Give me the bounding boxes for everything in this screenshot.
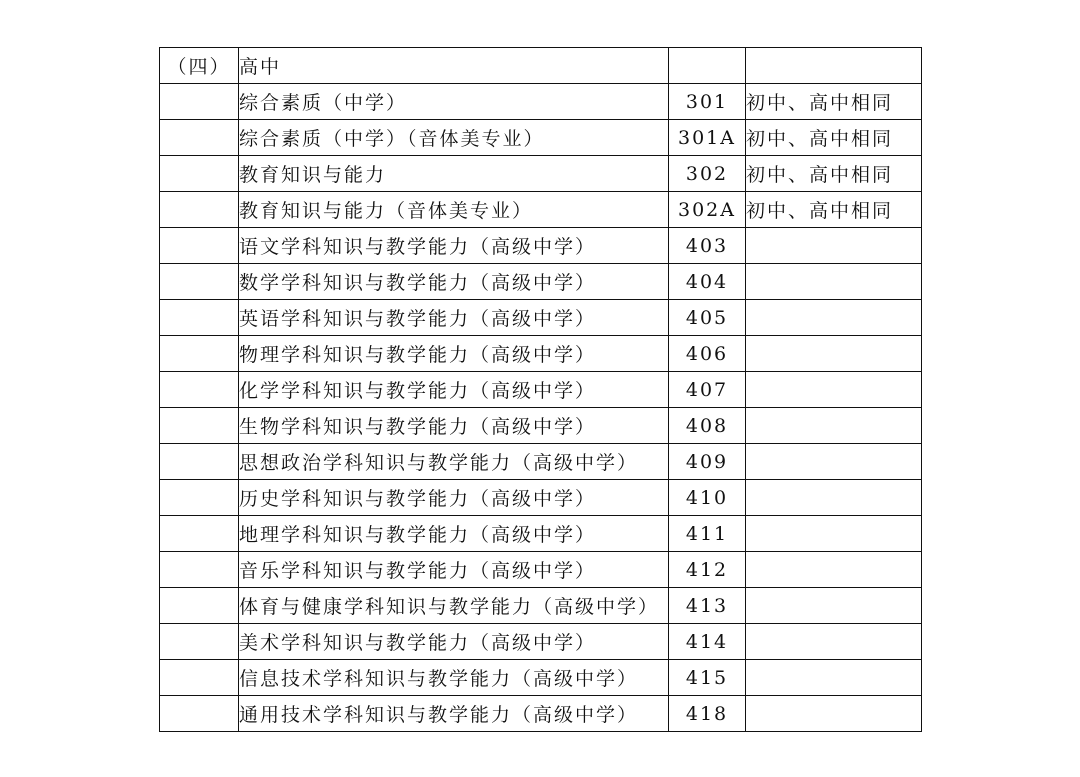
subject-code: 301 <box>669 84 746 120</box>
subject-code: 413 <box>669 588 746 624</box>
subject-note <box>746 660 922 696</box>
subject-code: 408 <box>669 408 746 444</box>
subject-code: 411 <box>669 516 746 552</box>
subject-note: 初中、高中相同 <box>746 192 922 228</box>
subject-note <box>746 264 922 300</box>
subject-code: 302 <box>669 156 746 192</box>
subject-note: 初中、高中相同 <box>746 120 922 156</box>
table-row <box>160 228 922 264</box>
row-number-cell <box>160 696 239 732</box>
subject-name: 综合素质（中学）（音体美专业） <box>239 120 669 156</box>
subject-name: 语文学科知识与教学能力（高级中学） <box>239 228 669 264</box>
row-number-cell <box>160 372 239 408</box>
table-row <box>160 660 922 696</box>
subject-name: 教育知识与能力 <box>239 156 669 192</box>
subject-note <box>746 624 922 660</box>
table-row <box>160 552 922 588</box>
table-row <box>160 84 922 120</box>
subject-note: 初中、高中相同 <box>746 156 922 192</box>
subject-code: 404 <box>669 264 746 300</box>
table-row <box>160 696 922 732</box>
subject-code: 405 <box>669 300 746 336</box>
row-number-cell <box>160 660 239 696</box>
subject-code: 409 <box>669 444 746 480</box>
subject-name: 信息技术学科知识与教学能力（高级中学） <box>239 660 669 696</box>
row-number-cell <box>160 408 239 444</box>
table-row <box>160 336 922 372</box>
section-number: （四） <box>160 48 239 84</box>
subject-code: 302A <box>669 192 746 228</box>
table-body <box>160 48 922 732</box>
subject-note: 初中、高中相同 <box>746 84 922 120</box>
subject-name: 物理学科知识与教学能力（高级中学） <box>239 336 669 372</box>
row-number-cell <box>160 84 239 120</box>
table-row <box>160 624 922 660</box>
subject-code: 406 <box>669 336 746 372</box>
row-number-cell <box>160 336 239 372</box>
table-row <box>160 192 922 228</box>
subject-name: 综合素质（中学） <box>239 84 669 120</box>
section-note-cell <box>746 48 922 84</box>
row-number-cell <box>160 516 239 552</box>
subject-name: 生物学科知识与教学能力（高级中学） <box>239 408 669 444</box>
table-row <box>160 516 922 552</box>
row-number-cell <box>160 624 239 660</box>
exam-subject-table <box>159 47 922 732</box>
subject-name: 数学学科知识与教学能力（高级中学） <box>239 264 669 300</box>
row-number-cell <box>160 192 239 228</box>
subject-name: 地理学科知识与教学能力（高级中学） <box>239 516 669 552</box>
subject-note <box>746 300 922 336</box>
subject-note <box>746 516 922 552</box>
subject-name: 化学学科知识与教学能力（高级中学） <box>239 372 669 408</box>
row-number-cell <box>160 228 239 264</box>
subject-code: 301A <box>669 120 746 156</box>
section-header-row <box>160 48 922 84</box>
subject-note <box>746 696 922 732</box>
table-row <box>160 480 922 516</box>
table-row <box>160 588 922 624</box>
table-row <box>160 372 922 408</box>
row-number-cell <box>160 264 239 300</box>
row-number-cell <box>160 588 239 624</box>
table-row <box>160 264 922 300</box>
subject-name: 通用技术学科知识与教学能力（高级中学） <box>239 696 669 732</box>
subject-name: 思想政治学科知识与教学能力（高级中学） <box>239 444 669 480</box>
table-row <box>160 156 922 192</box>
row-number-cell <box>160 156 239 192</box>
subject-note <box>746 336 922 372</box>
subject-code: 418 <box>669 696 746 732</box>
subject-code: 403 <box>669 228 746 264</box>
row-number-cell <box>160 480 239 516</box>
table-row <box>160 120 922 156</box>
subject-note <box>746 480 922 516</box>
subject-note <box>746 444 922 480</box>
subject-code: 410 <box>669 480 746 516</box>
row-number-cell <box>160 120 239 156</box>
subject-name: 历史学科知识与教学能力（高级中学） <box>239 480 669 516</box>
subject-name: 美术学科知识与教学能力（高级中学） <box>239 624 669 660</box>
row-number-cell <box>160 300 239 336</box>
subject-note <box>746 552 922 588</box>
subject-name: 英语学科知识与教学能力（高级中学） <box>239 300 669 336</box>
table-row <box>160 408 922 444</box>
subject-name: 体育与健康学科知识与教学能力（高级中学） <box>239 588 669 624</box>
subject-note <box>746 372 922 408</box>
row-number-cell <box>160 552 239 588</box>
subject-code: 415 <box>669 660 746 696</box>
subject-note <box>746 588 922 624</box>
section-title: 高中 <box>239 48 669 84</box>
row-number-cell <box>160 444 239 480</box>
subject-code: 414 <box>669 624 746 660</box>
section-code-cell <box>669 48 746 84</box>
subject-note <box>746 228 922 264</box>
subject-code: 412 <box>669 552 746 588</box>
table-row <box>160 300 922 336</box>
subject-name: 教育知识与能力（音体美专业） <box>239 192 669 228</box>
subject-code: 407 <box>669 372 746 408</box>
subject-name: 音乐学科知识与教学能力（高级中学） <box>239 552 669 588</box>
table-row <box>160 444 922 480</box>
subject-note <box>746 408 922 444</box>
